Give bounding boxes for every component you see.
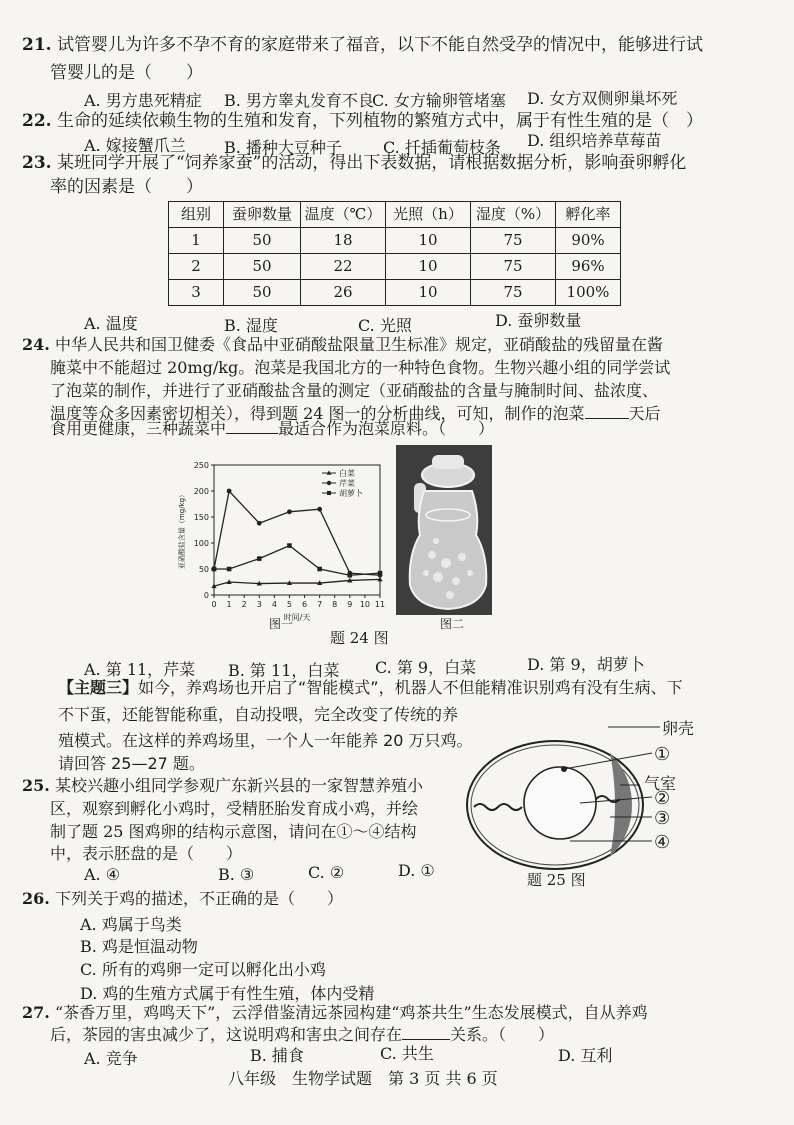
data-point (257, 521, 262, 526)
table-row (169, 254, 621, 280)
option-a[interactable]: A. 竞争 (84, 1049, 138, 1068)
question-27-line2 (50, 1024, 554, 1046)
table-cell: 18 (301, 228, 386, 254)
data-point (348, 573, 353, 578)
option-d[interactable]: D. 蚕卵数量 (495, 311, 582, 330)
table-cell: 75 (471, 228, 556, 254)
table-header-row (169, 202, 621, 228)
table-header: 光照（h） (386, 202, 471, 228)
x-axis-label: 时间/天 (283, 613, 311, 622)
legend-label: 芹菜 (339, 479, 355, 488)
option-d[interactable]: D. 鸡的生殖方式属于有性生殖，体内受精 (80, 984, 375, 1003)
table-header: 孵化率 (556, 202, 621, 228)
pickle-jar-icon (396, 445, 492, 615)
table-header: 蚕卵数量 (224, 202, 301, 228)
option-c[interactable]: C. 光照 (358, 316, 412, 335)
option-a[interactable]: A. 鸡属于鸟类 (80, 915, 182, 934)
egg-label-2: ② (654, 788, 671, 809)
figure-24-caption: 题 24 图 (330, 629, 389, 647)
table-cell: 50 (224, 254, 301, 280)
x-tick-label: 7 (317, 600, 323, 609)
option-d[interactable]: D. ① (398, 861, 435, 880)
question-26 (22, 888, 343, 910)
hatch-rate-table (168, 201, 621, 306)
option-a[interactable]: A. 男方患死精症 (84, 91, 202, 110)
question-number: 24. (22, 335, 50, 354)
option-b[interactable]: B. 播种大豆种子 (224, 138, 342, 157)
table-cell: 2 (169, 254, 224, 280)
question-27-line2-text: 后，茶园的害虫减少了，这说明鸡和害虫之间存在 (50, 1025, 403, 1044)
option-c[interactable]: C. ② (308, 863, 345, 882)
theme-3-line3: 殖模式。在这样的养鸡场里，一个人一年能养 20 万只鸡。 (58, 731, 473, 750)
theme-3-line2: 不下蛋，还能智能称重，自动投喂，完全改变了传统的养 (58, 705, 459, 724)
data-point (212, 567, 217, 572)
question-stem-line1: 中华人民共和国卫健委《食品中亚硝酸盐限量卫生标准》规定，亚硝酸盐的残留量在酱 (54, 335, 663, 354)
pickle-jar-photo (396, 445, 492, 615)
x-tick-label: 8 (332, 600, 338, 609)
question-stem: 下列关于鸡的描述，不正确的是（ ） (54, 889, 343, 908)
theme-3-line4: 请回答 25—27 题。 (58, 754, 205, 773)
data-point (317, 507, 322, 512)
data-point (378, 571, 383, 576)
option-d[interactable]: D. 组织培养草莓苗 (527, 131, 662, 150)
table-row (169, 280, 621, 306)
egg-label-air: 气室 (644, 774, 677, 793)
theme-line1: 如今，养鸡场也开启了“智能模式”，机器人不但能精准识别鸡有没有生病、下 (138, 678, 683, 697)
y-tick-label: 100 (193, 539, 209, 548)
legend-label: 胡萝卜 (339, 489, 363, 498)
answer-blank[interactable] (585, 418, 629, 419)
nitrite-chart-svg (170, 455, 390, 635)
question-24-line4-text: 温度等众多因素密切相关），得到题 24 图一的分析曲线，可知，制作的泡菜 (50, 404, 585, 423)
x-tick-label: 11 (374, 600, 386, 609)
y-tick-label: 150 (193, 513, 209, 522)
table-cell: 26 (301, 280, 386, 306)
option-b[interactable]: B. 鸡是恒温动物 (80, 937, 198, 956)
data-point (287, 543, 292, 548)
question-24-line4-end: 天后 (628, 404, 661, 423)
option-c[interactable]: C. 女方输卵管堵塞 (372, 91, 506, 110)
table-row (169, 228, 621, 254)
data-point (227, 489, 232, 494)
egg-label-shell: 卵壳 (662, 719, 695, 738)
question-24-line3: 了泡菜的制作，并进行了亚硝酸盐含量的测定（亚硝酸盐的含量与腌制时间、盐浓度、 (50, 381, 659, 400)
y-axis-label: 亚硝酸盐含量（mg/kg） (178, 490, 186, 570)
table-cell: 10 (386, 254, 471, 280)
table-cell: 75 (471, 280, 556, 306)
figure-label-2: 图二 (440, 617, 465, 631)
question-number: 26. (22, 889, 50, 908)
option-a[interactable]: A. ④ (84, 865, 121, 884)
table-cell: 3 (169, 280, 224, 306)
nitrite-chart (170, 455, 390, 635)
table-header: 湿度（%） (471, 202, 556, 228)
theme-label: 【主题三】 (58, 678, 139, 697)
table-header: 组别 (169, 202, 224, 228)
y-tick-label: 200 (193, 487, 209, 496)
question-25-line2: 区，观察到孵化小鸡时，受精胚胎发育成小鸡，并绘 (50, 799, 419, 818)
option-b[interactable]: B. 湿度 (224, 316, 278, 335)
table-cell: 50 (224, 280, 301, 306)
legend-label: 白菜 (339, 469, 355, 478)
series-line-2 (214, 546, 380, 576)
option-b[interactable]: B. 第 11，白菜 (228, 661, 340, 680)
question-21 (22, 34, 703, 57)
question-23-stem-line2: 率的因素是（ ） (50, 177, 203, 197)
option-c[interactable]: C. 扦插葡萄枝条 (383, 138, 501, 157)
data-point (317, 567, 322, 572)
question-24 (22, 334, 663, 356)
question-24-line5-text: 食用更健康，三种蔬菜中 (50, 419, 227, 438)
x-tick-label: 1 (226, 600, 232, 609)
option-c[interactable]: C. 共生 (380, 1044, 434, 1063)
question-27-line2-end: 关系。（ ） (450, 1025, 555, 1044)
table-cell: 75 (471, 254, 556, 280)
question-stem-line1: “茶香万里，鸡鸣天下”，云浮借鉴清远茶园构建“鸡茶共生”生态发展模式，自从养鸡 (54, 1003, 648, 1022)
table-cell: 1 (169, 228, 224, 254)
question-number: 21. (22, 35, 52, 55)
option-c[interactable]: C. 所有的鸡卵一定可以孵化出小鸡 (80, 960, 326, 979)
egg-label-3: ③ (654, 808, 671, 829)
question-25-line4: 中，表示胚盘的是（ ） (50, 844, 243, 863)
x-tick-label: 5 (286, 600, 293, 609)
question-23 (22, 152, 686, 175)
question-stem: 试管婴儿为许多不孕不育的家庭带来了福音，以下不能自然受孕的情况中，能够进行试 (56, 35, 703, 55)
table-header: 温度（℃） (301, 202, 386, 228)
question-number: 27. (22, 1003, 50, 1022)
question-24-line5-end: 最适合作为泡菜原料。（ ） (278, 419, 495, 438)
option-b[interactable]: B. 捕食 (250, 1046, 304, 1065)
question-24-line5 (50, 418, 494, 440)
figure-25-caption: 题 25 图 (527, 871, 586, 889)
egg-label-4: ④ (654, 832, 671, 853)
option-d[interactable]: D. 第 9，胡萝卜 (527, 655, 645, 674)
data-point (287, 509, 292, 514)
answer-blank[interactable] (226, 433, 278, 434)
option-c[interactable]: C. 第 9，白菜 (375, 658, 477, 677)
table-cell: 90% (556, 228, 621, 254)
question-number: 22. (22, 111, 52, 131)
x-tick-label: 3 (256, 600, 262, 609)
table-cell: 100% (556, 280, 621, 306)
theme-3-intro (58, 677, 683, 699)
option-b[interactable]: B. 男方睾丸发育不良 (224, 91, 374, 110)
question-number: 23. (22, 153, 52, 173)
option-a[interactable]: A. 嫁接蟹爪兰 (84, 136, 186, 155)
question-number: 25. (22, 776, 50, 795)
egg-label-1: ① (654, 744, 671, 765)
x-tick-label: 4 (271, 600, 277, 609)
answer-blank[interactable] (402, 1039, 450, 1040)
table-cell: 50 (224, 228, 301, 254)
legend-marker (327, 491, 331, 495)
data-point (227, 567, 232, 572)
option-d[interactable]: D. 女方双侧卵巢坏死 (527, 89, 678, 108)
x-tick-label: 6 (301, 600, 308, 609)
option-d[interactable]: D. 互利 (558, 1046, 613, 1065)
table-cell: 96% (556, 254, 621, 280)
y-tick-label: 250 (193, 461, 209, 470)
question-27 (22, 1002, 648, 1024)
table-cell: 22 (301, 254, 386, 280)
series-line-1 (214, 491, 380, 575)
y-tick-label: 50 (198, 565, 209, 574)
chalaza-left (474, 804, 522, 810)
x-tick-label: 9 (347, 600, 353, 609)
question-25 (22, 775, 423, 797)
table-cell: 10 (386, 280, 471, 306)
x-tick-label: 0 (211, 600, 217, 609)
series-line-0 (214, 579, 380, 586)
option-b[interactable]: B. ③ (218, 865, 255, 884)
x-tick-label: 2 (241, 600, 247, 609)
x-tick-label: 10 (359, 600, 371, 609)
option-a[interactable]: A. 第 11，芹菜 (84, 660, 196, 679)
legend-marker (327, 481, 331, 485)
y-tick-label: 0 (203, 591, 209, 600)
question-24-line2: 腌菜中不能超过 20mg/kg。泡菜是我国北方的一种特色食物。生物兴趣小组的同学尝试 (50, 358, 671, 377)
figure-label-1: 图一 (269, 617, 294, 631)
page-footer: 八年级 生物学试题 第 3 页 共 6 页 (228, 1069, 498, 1088)
option-a[interactable]: A. 温度 (84, 314, 138, 333)
question-25-line3: 制了题 25 图鸡卵的结构示意图，请问在①～④结构 (50, 822, 417, 841)
question-stem: 生命的延续依赖生物的生殖和发育，下列植物的繁殖方式中，属于有性生殖的是（ ） (56, 111, 703, 131)
question-stem: 某班同学开展了“饲养家蚕”的活动，得出下表数据，请根据数据分析，影响蚕卵孵化 (56, 153, 687, 173)
table-cell: 10 (386, 228, 471, 254)
data-point (257, 556, 262, 561)
question-21-stem-line2: 管婴儿的是（ ） (50, 63, 203, 83)
question-stem-line1: 某校兴趣小组同学参观广东新兴县的一家智慧养殖小 (54, 776, 423, 795)
